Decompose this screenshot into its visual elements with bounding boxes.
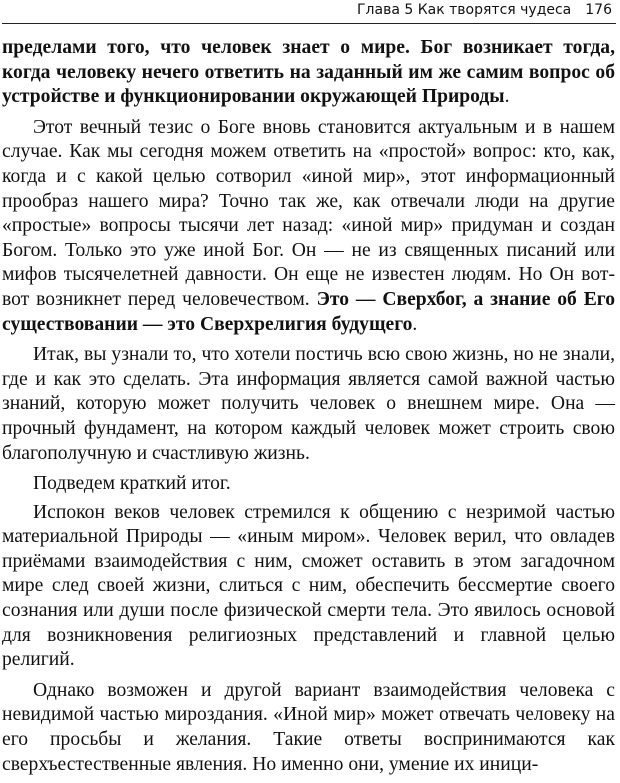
chapter-title: Глава 5 Как творятся чудеса bbox=[357, 2, 572, 18]
paragraph-4-text: Подведем краткий итог. bbox=[33, 473, 231, 495]
paragraph-2-text: Этот вечный тезис о Боге вновь становится актуальным и в нашем случае. Как мы сегодня можем ответить на «простой» вопрос: кто, как, когда и с какой целью сотворил «иной мир», этот информационный прообраз нашего мира? Точно так же, как отвечали люди на другие «простые» вопросы тысячи лет назад: «иной мир» придуман и создан Богом. Только это уже иной Бог. Он — не из священных писаний или мифов тысячелетней давности. Он еще не известен людям. Но Он вот-вот возникнет перед человечеством. bbox=[2, 116, 615, 310]
paragraph-2 bbox=[2, 116, 615, 337]
page-body bbox=[2, 36, 615, 783]
paragraph-2-tail: . bbox=[412, 313, 418, 335]
paragraph-1-text: . bbox=[504, 86, 510, 108]
paragraph-6 bbox=[2, 679, 615, 777]
paragraph-5 bbox=[2, 501, 615, 673]
paragraph-6-text: Однако возможен и другой вариант взаимодействия человека с невидимой частью мироздания. «Иной мир» может отвечать человеку на его просьбы и желания. Такие ответы воспринимаются как сверхъестественные явления. Но именно они, умение их иници- bbox=[2, 679, 615, 775]
paragraph-5-text: Испокон веков человек стремился к общению с незримой частью материальной Природы — «иным миром». Человек верил, что овладев приёмами взаимодействия с ним, сможет оставить в этом загадочном мире след своей жизни, слиться с ним, обеспечить бессмертие своего сознания или души после физической смерти тела. Это явилось основой для возникновения религиозных представлений и главной целью религий. bbox=[2, 501, 615, 671]
paragraph-3 bbox=[2, 343, 615, 466]
paragraph-1 bbox=[2, 36, 615, 110]
paragraph-3-text: Итак, вы узнали то, что хотели постичь всю свою жизнь, но не знали, где и как это сделать. Эта информация является самой важной частью знаний, которую может получить человек о внешнем мире. Она — прочный фундамент, на котором каждый человек может строить свою благополучную и счастливую жизнь. bbox=[2, 344, 615, 464]
page-number: 176 bbox=[585, 2, 612, 18]
header-divider bbox=[2, 23, 616, 24]
paragraph-2-bold: Это — Сверхбог, а знание об Его существовании — это Сверхрелигия будущего bbox=[2, 288, 615, 335]
paragraph-1-bold: пределами того, что человек знает о мире. Бог возникает тогда, когда человеку нечего ответить на заданный им же самим вопрос об устройстве и функционировании окружающей Природы bbox=[2, 37, 615, 108]
paragraph-4 bbox=[2, 472, 615, 497]
